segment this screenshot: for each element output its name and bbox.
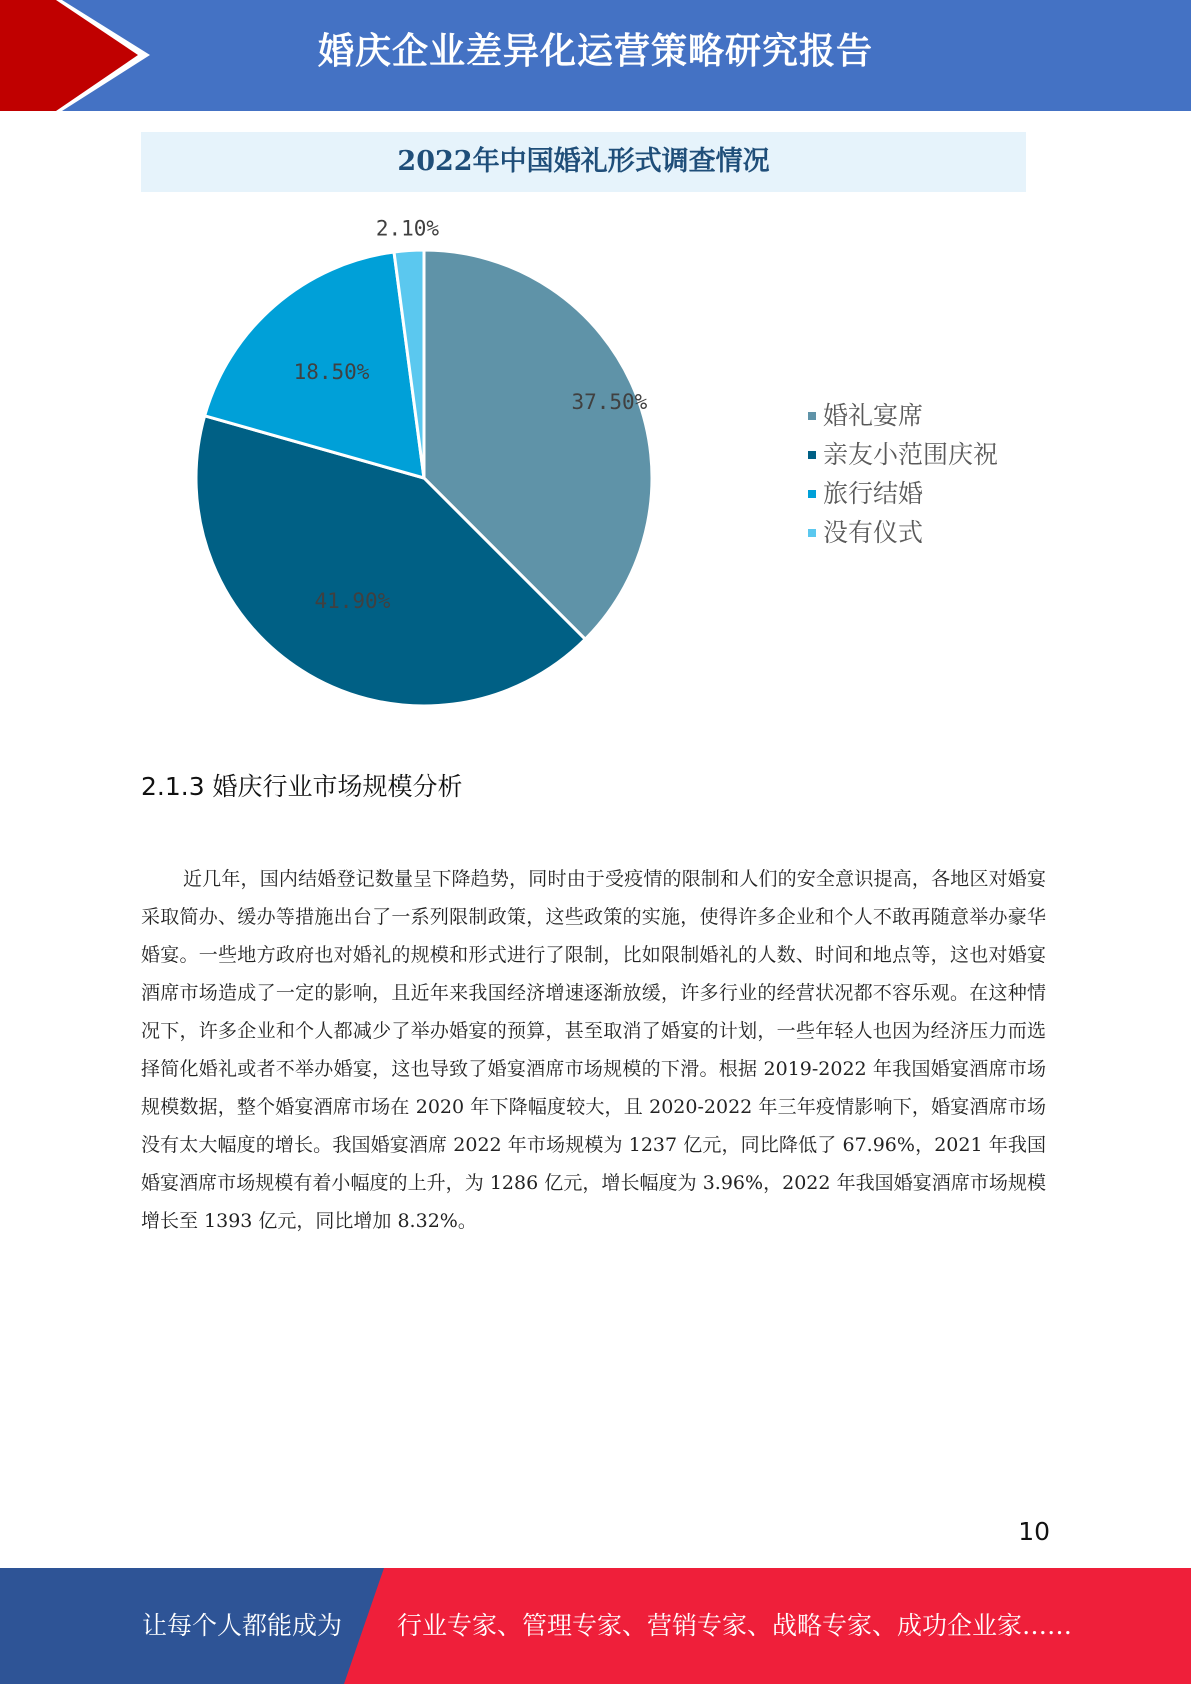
header-title: 婚庆企业差异化运营策略研究报告	[317, 31, 873, 72]
pie-data-label: 41.90%	[314, 588, 391, 613]
chart-figure	[141, 132, 1026, 718]
section-heading: 2.1.3 婚庆行业市场规模分析	[141, 772, 463, 801]
footer-slogan-left: 让每个人都能成为	[142, 1611, 343, 1640]
body-paragraph: 近几年，国内结婚登记数量呈下降趋势，同时由于受疫情的限制和人们的安全意识提高，各地区对婚宴采取简办、缓办等措施出台了一系列限制政策，这些政策的实施，使得许多企业和个人不敢再随意举办豪华婚宴。一些地方政府也对婚礼的规模和形式进行了限制，比如限制婚礼的人数、时间和地点等，这也对婚宴酒席市场造成了一定的影响，且近年来我国经济增速逐渐放缓，许多行业的经营状况都不容乐观。在这种情况下，许多企业和个人都减少了举办婚宴的预算，甚至取消了婚宴的计划，一些年轻人也因为经济压力而选择简化婚礼或者不举办婚宴，这也导致了婚宴酒席市场规模的下滑。根据 2019-2022 年我国婚宴酒席市场规模数据，整个婚宴酒席市场在 2020 年下降幅度较大，且 2020-2022 年三年疫情影响下，婚宴酒席市场没有太大幅度的增长。我国婚宴酒席 2022 年市场规模为 1237 亿元，同比降低了 67.96%，2021 年我国婚宴酒席市场规模有着小幅度的上升，为 1286 亿元，增长幅度为 3.96%，2022 年我国婚宴酒席市场规模增长至 1393 亿元，同比增加 8.32%。	[141, 868, 1046, 1232]
page-number: 10	[1018, 1517, 1050, 1546]
pie-chart	[141, 132, 1026, 718]
page-header	[0, 0, 1191, 111]
chart-title: 2022年中国婚礼形式调查情况	[397, 146, 770, 177]
pie-data-label: 37.50%	[571, 390, 648, 415]
legend-swatch	[808, 412, 816, 420]
footer-slogan-right: 行业专家、管理专家、营销专家、战略专家、成功企业家……	[397, 1611, 1073, 1640]
legend-entry: 没有仪式	[823, 518, 924, 547]
page-footer	[0, 1568, 1191, 1684]
legend-entry: 亲友小范围庆祝	[823, 440, 999, 469]
legend-entry: 婚礼宴席	[823, 401, 924, 430]
pie-data-label: 18.50%	[293, 360, 370, 385]
legend-swatch	[808, 529, 816, 537]
legend-swatch	[808, 451, 816, 459]
legend-swatch	[808, 490, 816, 498]
pie-data-label: 2.10%	[375, 216, 440, 241]
legend-entry: 旅行结婚	[823, 479, 924, 508]
